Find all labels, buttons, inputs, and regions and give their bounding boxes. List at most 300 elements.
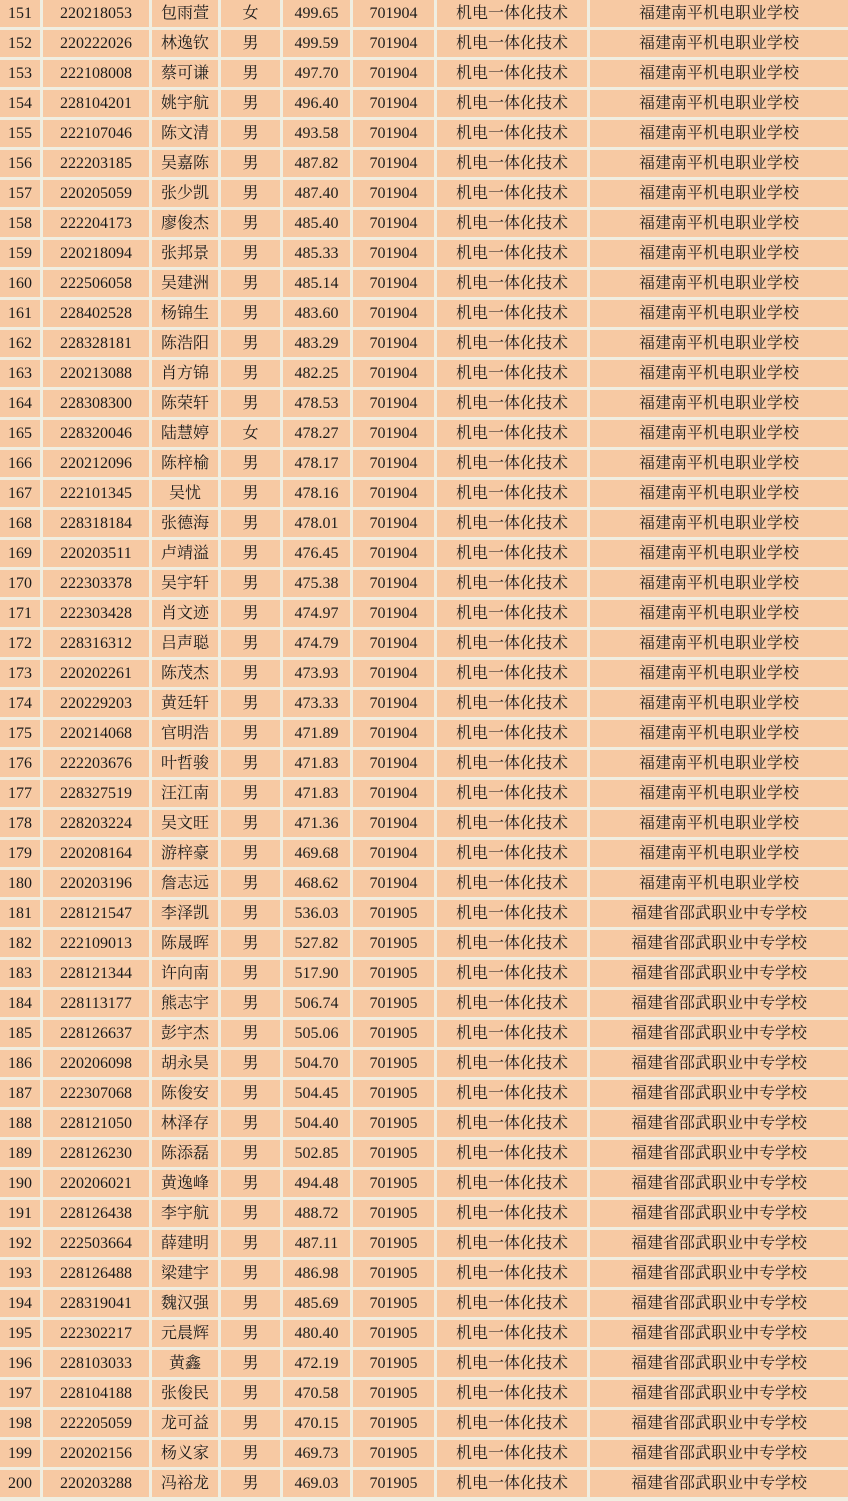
cell-candidate-no: 222109013 — [43, 930, 152, 960]
cell-rank: 172 — [0, 630, 43, 660]
cell-major: 机电一体化技术 — [437, 1080, 590, 1110]
cell-school-code: 701905 — [353, 1050, 437, 1080]
cell-rank: 192 — [0, 1230, 43, 1260]
cell-gender: 男 — [221, 1080, 283, 1110]
cell-major: 机电一体化技术 — [437, 120, 590, 150]
cell-school-code: 701904 — [353, 120, 437, 150]
cell-school-name: 福建南平机电职业学校 — [590, 750, 848, 780]
cell-gender: 男 — [221, 1170, 283, 1200]
cell-candidate-no: 220203511 — [43, 540, 152, 570]
cell-gender: 男 — [221, 630, 283, 660]
cell-school-name: 福建南平机电职业学校 — [590, 600, 848, 630]
cell-gender: 男 — [221, 1050, 283, 1080]
cell-score: 485.33 — [283, 240, 353, 270]
cell-gender: 男 — [221, 480, 283, 510]
cell-name: 吴建洲 — [152, 270, 221, 300]
cell-school-code: 701905 — [353, 1140, 437, 1170]
cell-gender: 男 — [221, 510, 283, 540]
cell-score: 502.85 — [283, 1140, 353, 1170]
cell-score: 506.74 — [283, 990, 353, 1020]
cell-name: 冯裕龙 — [152, 1470, 221, 1500]
cell-school-code: 701904 — [353, 450, 437, 480]
cell-score: 483.29 — [283, 330, 353, 360]
cell-school-name: 福建南平机电职业学校 — [590, 300, 848, 330]
cell-candidate-no: 228308300 — [43, 390, 152, 420]
cell-candidate-no: 220229203 — [43, 690, 152, 720]
cell-major: 机电一体化技术 — [437, 210, 590, 240]
cell-rank: 170 — [0, 570, 43, 600]
cell-school-code: 701905 — [353, 960, 437, 990]
cell-name: 叶哲骏 — [152, 750, 221, 780]
cell-gender: 男 — [221, 840, 283, 870]
cell-school-code: 701905 — [353, 900, 437, 930]
cell-major: 机电一体化技术 — [437, 600, 590, 630]
cell-school-code: 701904 — [353, 180, 437, 210]
cell-school-code: 701904 — [353, 690, 437, 720]
cell-name: 张少凯 — [152, 180, 221, 210]
cell-candidate-no: 222204173 — [43, 210, 152, 240]
cell-school-name: 福建省邵武职业中专学校 — [590, 1170, 848, 1200]
cell-school-name: 福建省邵武职业中专学校 — [590, 930, 848, 960]
cell-gender: 男 — [221, 240, 283, 270]
cell-major: 机电一体化技术 — [437, 840, 590, 870]
cell-gender: 男 — [221, 810, 283, 840]
cell-candidate-no: 220213088 — [43, 360, 152, 390]
cell-name: 姚宇航 — [152, 90, 221, 120]
cell-gender: 男 — [221, 1350, 283, 1380]
cell-major: 机电一体化技术 — [437, 900, 590, 930]
cell-school-code: 701904 — [353, 420, 437, 450]
cell-score: 469.03 — [283, 1470, 353, 1500]
cell-major: 机电一体化技术 — [437, 1410, 590, 1440]
cell-school-code: 701905 — [353, 1200, 437, 1230]
cell-candidate-no: 222303378 — [43, 570, 152, 600]
cell-school-code: 701904 — [353, 600, 437, 630]
cell-rank: 174 — [0, 690, 43, 720]
cell-rank: 161 — [0, 300, 43, 330]
cell-score: 487.40 — [283, 180, 353, 210]
cell-major: 机电一体化技术 — [437, 150, 590, 180]
cell-school-name: 福建省邵武职业中专学校 — [590, 1200, 848, 1230]
cell-rank: 199 — [0, 1440, 43, 1470]
cell-major: 机电一体化技术 — [437, 1170, 590, 1200]
cell-gender: 男 — [221, 150, 283, 180]
cell-school-code: 701905 — [353, 1470, 437, 1500]
cell-score: 487.11 — [283, 1230, 353, 1260]
cell-score: 505.06 — [283, 1020, 353, 1050]
cell-candidate-no: 222506058 — [43, 270, 152, 300]
cell-rank: 164 — [0, 390, 43, 420]
cell-rank: 198 — [0, 1410, 43, 1440]
cell-rank: 153 — [0, 60, 43, 90]
cell-candidate-no: 228126230 — [43, 1140, 152, 1170]
cell-rank: 186 — [0, 1050, 43, 1080]
cell-gender: 男 — [221, 1440, 283, 1470]
cell-name: 元晨辉 — [152, 1320, 221, 1350]
cell-school-code: 701905 — [353, 1380, 437, 1410]
cell-rank: 179 — [0, 840, 43, 870]
cell-school-name: 福建南平机电职业学校 — [590, 690, 848, 720]
cell-rank: 188 — [0, 1110, 43, 1140]
cell-gender: 男 — [221, 1320, 283, 1350]
cell-school-name: 福建南平机电职业学校 — [590, 390, 848, 420]
cell-rank: 190 — [0, 1170, 43, 1200]
cell-school-name: 福建省邵武职业中专学校 — [590, 1260, 848, 1290]
cell-major: 机电一体化技术 — [437, 360, 590, 390]
cell-major: 机电一体化技术 — [437, 240, 590, 270]
cell-gender: 男 — [221, 870, 283, 900]
cell-rank: 166 — [0, 450, 43, 480]
cell-school-name: 福建省邵武职业中专学校 — [590, 1410, 848, 1440]
cell-school-name: 福建南平机电职业学校 — [590, 30, 848, 60]
cell-score: 504.45 — [283, 1080, 353, 1110]
cell-gender: 男 — [221, 930, 283, 960]
cell-name: 薛建明 — [152, 1230, 221, 1260]
cell-rank: 168 — [0, 510, 43, 540]
cell-candidate-no: 228121547 — [43, 900, 152, 930]
cell-score: 468.62 — [283, 870, 353, 900]
cell-score: 471.83 — [283, 750, 353, 780]
cell-major: 机电一体化技术 — [437, 60, 590, 90]
cell-gender: 男 — [221, 360, 283, 390]
cell-score: 469.68 — [283, 840, 353, 870]
cell-score: 478.27 — [283, 420, 353, 450]
cell-name: 陈添磊 — [152, 1140, 221, 1170]
cell-score: 469.73 — [283, 1440, 353, 1470]
cell-candidate-no: 228126488 — [43, 1260, 152, 1290]
cell-gender: 男 — [221, 270, 283, 300]
cell-score: 485.14 — [283, 270, 353, 300]
cell-candidate-no: 228113177 — [43, 990, 152, 1020]
cell-gender: 男 — [221, 960, 283, 990]
cell-gender: 男 — [221, 60, 283, 90]
cell-rank: 185 — [0, 1020, 43, 1050]
cell-major: 机电一体化技术 — [437, 540, 590, 570]
cell-name: 陈茂杰 — [152, 660, 221, 690]
cell-candidate-no: 228126438 — [43, 1200, 152, 1230]
cell-name: 肖文迹 — [152, 600, 221, 630]
cell-score: 486.98 — [283, 1260, 353, 1290]
cell-major: 机电一体化技术 — [437, 330, 590, 360]
cell-name: 胡永昊 — [152, 1050, 221, 1080]
cell-school-code: 701905 — [353, 1290, 437, 1320]
cell-school-code: 701904 — [353, 60, 437, 90]
cell-school-name: 福建省邵武职业中专学校 — [590, 1050, 848, 1080]
cell-school-name: 福建南平机电职业学校 — [590, 120, 848, 150]
cell-school-code: 701904 — [353, 0, 437, 30]
cell-rank: 156 — [0, 150, 43, 180]
cell-school-code: 701905 — [353, 1170, 437, 1200]
cell-school-name: 福建南平机电职业学校 — [590, 630, 848, 660]
cell-school-code: 701904 — [353, 390, 437, 420]
cell-rank: 177 — [0, 780, 43, 810]
cell-gender: 男 — [221, 990, 283, 1020]
cell-name: 龙可益 — [152, 1410, 221, 1440]
cell-rank: 200 — [0, 1470, 43, 1500]
cell-school-name: 福建南平机电职业学校 — [590, 540, 848, 570]
cell-school-code: 701904 — [353, 210, 437, 240]
cell-name: 许向南 — [152, 960, 221, 990]
cell-name: 杨义家 — [152, 1440, 221, 1470]
cell-major: 机电一体化技术 — [437, 660, 590, 690]
cell-rank: 178 — [0, 810, 43, 840]
cell-gender: 男 — [221, 900, 283, 930]
cell-candidate-no: 220218094 — [43, 240, 152, 270]
cell-candidate-no: 222108008 — [43, 60, 152, 90]
cell-major: 机电一体化技术 — [437, 420, 590, 450]
cell-school-code: 701904 — [353, 720, 437, 750]
cell-score: 527.82 — [283, 930, 353, 960]
cell-gender: 男 — [221, 660, 283, 690]
cell-score: 478.16 — [283, 480, 353, 510]
cell-school-name: 福建南平机电职业学校 — [590, 840, 848, 870]
cell-gender: 男 — [221, 1380, 283, 1410]
cell-name: 彭宇杰 — [152, 1020, 221, 1050]
cell-major: 机电一体化技术 — [437, 1200, 590, 1230]
cell-name: 吴嘉陈 — [152, 150, 221, 180]
cell-candidate-no: 228328181 — [43, 330, 152, 360]
cell-rank: 165 — [0, 420, 43, 450]
cell-name: 詹志远 — [152, 870, 221, 900]
cell-rank: 175 — [0, 720, 43, 750]
cell-candidate-no: 220214068 — [43, 720, 152, 750]
cell-candidate-no: 220212096 — [43, 450, 152, 480]
cell-school-code: 701904 — [353, 570, 437, 600]
cell-score: 493.58 — [283, 120, 353, 150]
cell-school-code: 701904 — [353, 540, 437, 570]
cell-school-name: 福建南平机电职业学校 — [590, 60, 848, 90]
cell-rank: 171 — [0, 600, 43, 630]
cell-school-name: 福建南平机电职业学校 — [590, 150, 848, 180]
cell-score: 483.60 — [283, 300, 353, 330]
cell-gender: 男 — [221, 300, 283, 330]
cell-rank: 169 — [0, 540, 43, 570]
cell-score: 485.69 — [283, 1290, 353, 1320]
cell-school-name: 福建省邵武职业中专学校 — [590, 960, 848, 990]
cell-score: 499.65 — [283, 0, 353, 30]
cell-school-code: 701904 — [353, 270, 437, 300]
cell-score: 476.45 — [283, 540, 353, 570]
cell-rank: 162 — [0, 330, 43, 360]
cell-score: 504.70 — [283, 1050, 353, 1080]
cell-major: 机电一体化技术 — [437, 570, 590, 600]
cell-school-code: 701905 — [353, 1410, 437, 1440]
cell-name: 陈浩阳 — [152, 330, 221, 360]
cell-score: 472.19 — [283, 1350, 353, 1380]
cell-name: 魏汉强 — [152, 1290, 221, 1320]
cell-name: 官明浩 — [152, 720, 221, 750]
cell-name: 包雨萱 — [152, 0, 221, 30]
cell-major: 机电一体化技术 — [437, 690, 590, 720]
cell-rank: 167 — [0, 480, 43, 510]
cell-school-code: 701905 — [353, 1230, 437, 1260]
cell-school-name: 福建省邵武职业中专学校 — [590, 1230, 848, 1260]
cell-rank: 176 — [0, 750, 43, 780]
cell-school-name: 福建省邵武职业中专学校 — [590, 1020, 848, 1050]
cell-score: 471.83 — [283, 780, 353, 810]
cell-gender: 男 — [221, 1230, 283, 1260]
cell-school-name: 福建南平机电职业学校 — [590, 0, 848, 30]
cell-score: 470.58 — [283, 1380, 353, 1410]
cell-name: 吴文旺 — [152, 810, 221, 840]
cell-gender: 男 — [221, 1410, 283, 1440]
cell-candidate-no: 222302217 — [43, 1320, 152, 1350]
cell-name: 李宇航 — [152, 1200, 221, 1230]
cell-candidate-no: 220208164 — [43, 840, 152, 870]
cell-rank: 187 — [0, 1080, 43, 1110]
cell-school-code: 701905 — [353, 1020, 437, 1050]
cell-candidate-no: 222107046 — [43, 120, 152, 150]
cell-rank: 195 — [0, 1320, 43, 1350]
cell-name: 李泽凯 — [152, 900, 221, 930]
cell-score: 480.40 — [283, 1320, 353, 1350]
cell-score: 497.70 — [283, 60, 353, 90]
cell-major: 机电一体化技术 — [437, 1230, 590, 1260]
cell-rank: 191 — [0, 1200, 43, 1230]
cell-major: 机电一体化技术 — [437, 1470, 590, 1500]
cell-score: 471.89 — [283, 720, 353, 750]
cell-gender: 男 — [221, 540, 283, 570]
cell-school-name: 福建南平机电职业学校 — [590, 780, 848, 810]
cell-candidate-no: 222303428 — [43, 600, 152, 630]
cell-score: 485.40 — [283, 210, 353, 240]
cell-score: 475.38 — [283, 570, 353, 600]
cell-score: 504.40 — [283, 1110, 353, 1140]
cell-rank: 157 — [0, 180, 43, 210]
cell-school-name: 福建南平机电职业学校 — [590, 420, 848, 450]
cell-school-name: 福建省邵武职业中专学校 — [590, 1350, 848, 1380]
cell-major: 机电一体化技术 — [437, 510, 590, 540]
cell-major: 机电一体化技术 — [437, 1140, 590, 1170]
cell-score: 474.97 — [283, 600, 353, 630]
cell-score: 473.33 — [283, 690, 353, 720]
cell-school-name: 福建省邵武职业中专学校 — [590, 1110, 848, 1140]
cell-score: 478.17 — [283, 450, 353, 480]
cell-gender: 男 — [221, 390, 283, 420]
cell-rank: 182 — [0, 930, 43, 960]
cell-gender: 男 — [221, 90, 283, 120]
cell-rank: 158 — [0, 210, 43, 240]
cell-score: 536.03 — [283, 900, 353, 930]
cell-major: 机电一体化技术 — [437, 90, 590, 120]
cell-candidate-no: 220203288 — [43, 1470, 152, 1500]
cell-candidate-no: 228402528 — [43, 300, 152, 330]
cell-major: 机电一体化技术 — [437, 390, 590, 420]
cell-school-name: 福建南平机电职业学校 — [590, 570, 848, 600]
cell-candidate-no: 228327519 — [43, 780, 152, 810]
cell-rank: 180 — [0, 870, 43, 900]
cell-school-code: 701905 — [353, 1350, 437, 1380]
cell-candidate-no: 220206098 — [43, 1050, 152, 1080]
cell-name: 黄逸峰 — [152, 1170, 221, 1200]
cell-school-code: 701905 — [353, 1320, 437, 1350]
cell-school-name: 福建南平机电职业学校 — [590, 240, 848, 270]
cell-school-code: 701904 — [353, 840, 437, 870]
cell-school-code: 701904 — [353, 480, 437, 510]
cell-major: 机电一体化技术 — [437, 0, 590, 30]
cell-name: 张德海 — [152, 510, 221, 540]
cell-score: 499.59 — [283, 30, 353, 60]
cell-school-code: 701904 — [353, 630, 437, 660]
cell-school-code: 701904 — [353, 660, 437, 690]
cell-score: 478.01 — [283, 510, 353, 540]
cell-major: 机电一体化技术 — [437, 1260, 590, 1290]
cell-school-code: 701904 — [353, 810, 437, 840]
cell-gender: 男 — [221, 1290, 283, 1320]
cell-school-code: 701905 — [353, 1110, 437, 1140]
cell-gender: 男 — [221, 1260, 283, 1290]
cell-name: 陈文清 — [152, 120, 221, 150]
cell-major: 机电一体化技术 — [437, 1110, 590, 1140]
cell-name: 黄廷轩 — [152, 690, 221, 720]
cell-rank: 159 — [0, 240, 43, 270]
cell-rank: 160 — [0, 270, 43, 300]
cell-gender: 男 — [221, 780, 283, 810]
cell-name: 陈晟晖 — [152, 930, 221, 960]
cell-school-name: 福建南平机电职业学校 — [590, 510, 848, 540]
cell-gender: 男 — [221, 690, 283, 720]
cell-candidate-no: 228103033 — [43, 1350, 152, 1380]
cell-rank: 163 — [0, 360, 43, 390]
cell-school-name: 福建南平机电职业学校 — [590, 660, 848, 690]
cell-candidate-no: 228316312 — [43, 630, 152, 660]
cell-gender: 男 — [221, 120, 283, 150]
cell-school-name: 福建南平机电职业学校 — [590, 810, 848, 840]
cell-major: 机电一体化技术 — [437, 180, 590, 210]
cell-school-name: 福建南平机电职业学校 — [590, 330, 848, 360]
cell-school-code: 701904 — [353, 90, 437, 120]
cell-school-name: 福建省邵武职业中专学校 — [590, 1470, 848, 1500]
cell-school-name: 福建南平机电职业学校 — [590, 450, 848, 480]
cell-candidate-no: 220202261 — [43, 660, 152, 690]
cell-rank: 197 — [0, 1380, 43, 1410]
cell-gender: 男 — [221, 30, 283, 60]
cell-gender: 男 — [221, 330, 283, 360]
cell-major: 机电一体化技术 — [437, 1440, 590, 1470]
cell-major: 机电一体化技术 — [437, 1290, 590, 1320]
cell-major: 机电一体化技术 — [437, 780, 590, 810]
cell-school-code: 701904 — [353, 360, 437, 390]
cell-gender: 男 — [221, 1140, 283, 1170]
cell-school-name: 福建省邵武职业中专学校 — [590, 1080, 848, 1110]
cell-major: 机电一体化技术 — [437, 630, 590, 660]
cell-name: 陈俊安 — [152, 1080, 221, 1110]
cell-rank: 154 — [0, 90, 43, 120]
cell-school-code: 701904 — [353, 240, 437, 270]
cell-candidate-no: 220218053 — [43, 0, 152, 30]
cell-gender: 男 — [221, 1200, 283, 1230]
cell-rank: 194 — [0, 1290, 43, 1320]
cell-school-code: 701905 — [353, 1260, 437, 1290]
cell-school-name: 福建省邵武职业中专学校 — [590, 1140, 848, 1170]
cell-school-code: 701905 — [353, 990, 437, 1020]
cell-major: 机电一体化技术 — [437, 270, 590, 300]
cell-school-code: 701904 — [353, 330, 437, 360]
cell-candidate-no: 228319041 — [43, 1290, 152, 1320]
cell-name: 熊志宇 — [152, 990, 221, 1020]
cell-candidate-no: 228104201 — [43, 90, 152, 120]
cell-gender: 女 — [221, 420, 283, 450]
cell-name: 陆慧婷 — [152, 420, 221, 450]
cell-school-name: 福建南平机电职业学校 — [590, 480, 848, 510]
cell-gender: 男 — [221, 720, 283, 750]
cell-name: 游梓豪 — [152, 840, 221, 870]
cell-school-name: 福建南平机电职业学校 — [590, 870, 848, 900]
cell-name: 吕声聪 — [152, 630, 221, 660]
cell-candidate-no: 220206021 — [43, 1170, 152, 1200]
cell-candidate-no: 228203224 — [43, 810, 152, 840]
cell-school-code: 701905 — [353, 930, 437, 960]
